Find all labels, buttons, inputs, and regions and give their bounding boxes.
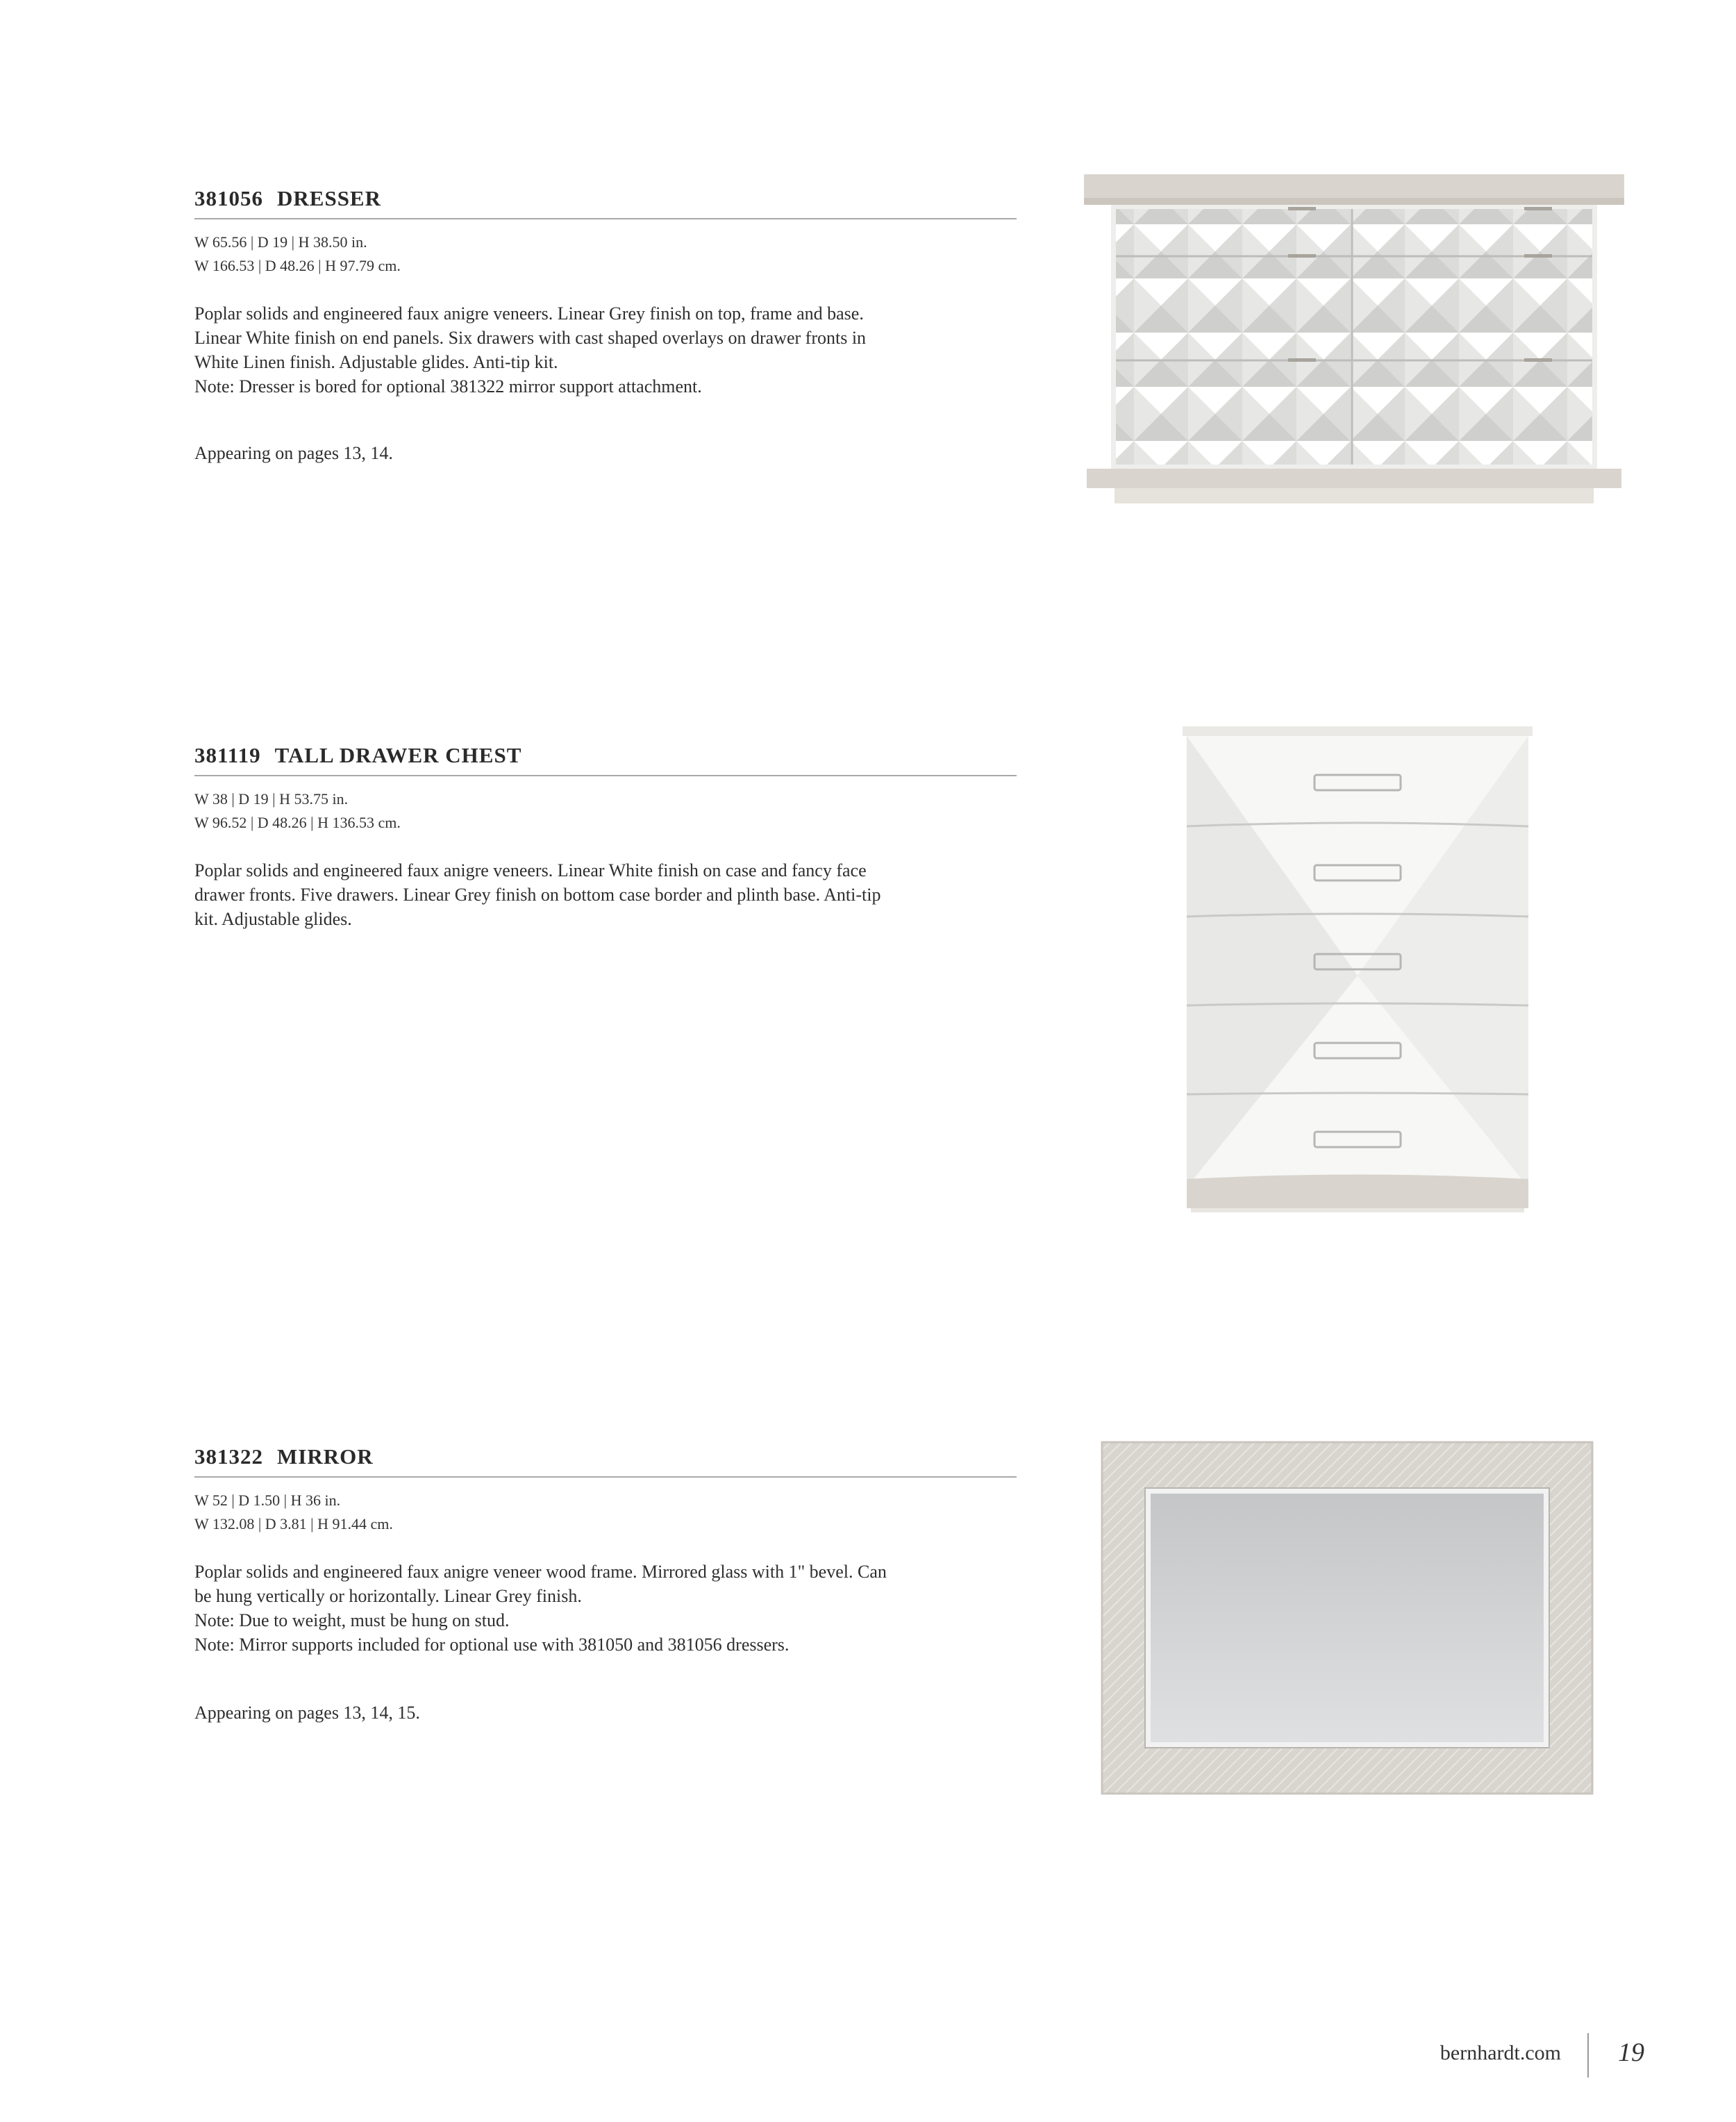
description-line: Note: Mirror supports included for optional use with 381050 and 381056 dressers. — [194, 1635, 790, 1655]
footer-divider — [1587, 2033, 1589, 2078]
description-line: Note: Due to weight, must be hung on stud. — [194, 1610, 510, 1630]
product-sku: 381056 — [194, 186, 263, 210]
product-title — [194, 1444, 1017, 1478]
mirror-image — [1101, 1441, 1594, 1795]
description-line: Note: Dresser is bored for optional 381322 mirror support attachment. — [194, 376, 702, 396]
dimensions-inches: W 52 | D 1.50 | H 36 in. — [194, 1492, 341, 1509]
dimensions-cm: W 132.08 | D 3.81 | H 91.44 cm. — [194, 1515, 393, 1532]
product-sku: 381119 — [194, 743, 261, 767]
description-line: Poplar solids and engineered faux anigre veneer wood frame. Mirrored glass with 1" bevel. Can — [194, 1562, 887, 1582]
dresser-image — [1080, 170, 1628, 510]
product-description — [194, 1560, 1017, 1657]
product-info — [194, 743, 1017, 931]
product-sku: 381322 — [194, 1444, 263, 1469]
product-name: DRESSER — [277, 186, 381, 210]
product-dimensions — [194, 1489, 1017, 1536]
website-link[interactable]: bernhardt.com — [1439, 2041, 1561, 2064]
product-description — [194, 858, 1017, 931]
product-dimensions — [194, 231, 1017, 278]
dimensions-cm: W 96.52 | D 48.26 | H 136.53 cm. — [194, 814, 401, 831]
product-info — [194, 1444, 1017, 1657]
dimensions-cm: W 166.53 | D 48.26 | H 97.79 cm. — [194, 257, 401, 274]
dimensions-inches: W 38 | D 19 | H 53.75 in. — [194, 790, 349, 808]
product-dimensions — [194, 787, 1017, 835]
tall-drawer-chest-image — [1177, 722, 1538, 1222]
description-line: White Linen finish. Adjustable glides. Anti-tip kit. — [194, 352, 558, 372]
description-line: kit. Adjustable glides. — [194, 909, 352, 929]
product-info — [194, 186, 1017, 399]
page-number: 19 — [1618, 2038, 1644, 2067]
product-name: TALL DRAWER CHEST — [274, 743, 522, 767]
product-title — [194, 186, 1017, 219]
description-line: Linear White finish on end panels. Six drawers with cast shaped overlays on drawer fronts in — [194, 328, 867, 348]
appearing-pages: Appearing on pages 13, 14. — [194, 443, 393, 463]
product-description — [194, 301, 1017, 399]
description-line: drawer fronts. Five drawers. Linear Grey finish on bottom case border and plinth base. Anti-tip — [194, 885, 881, 905]
description-line: be hung vertically or horizontally. Linear Grey finish. — [194, 1586, 582, 1606]
product-name: MIRROR — [277, 1444, 374, 1469]
description-line: Poplar solids and engineered faux anigre veneers. Linear Grey finish on top, frame and base. — [194, 303, 864, 324]
product-title — [194, 743, 1017, 776]
dimensions-inches: W 65.56 | D 19 | H 38.50 in. — [194, 233, 367, 251]
appearing-pages: Appearing on pages 13, 14, 15. — [194, 1703, 420, 1723]
description-line: Poplar solids and engineered faux anigre veneers. Linear White finish on case and fancy face — [194, 860, 867, 880]
page-footer — [0, 2033, 1736, 2089]
